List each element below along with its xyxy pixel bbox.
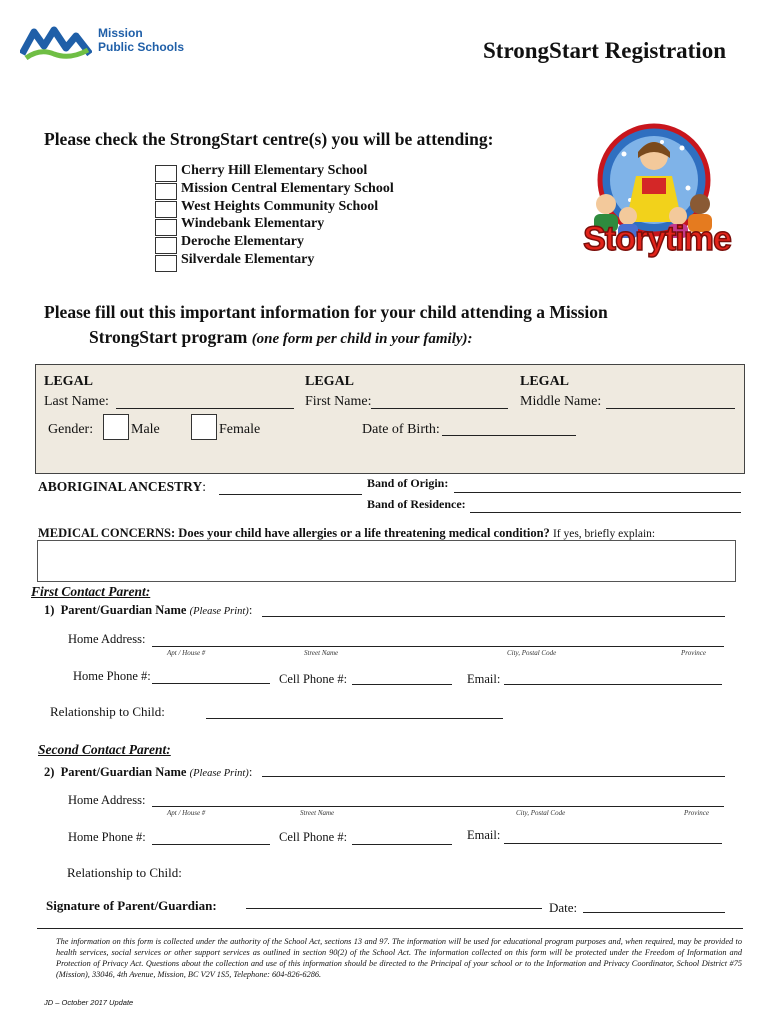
privacy-notice: The information on this form is collected under the authority of the School Act, sections 13 and 97. The information will be used for educational program purposes and, when required, may be provided to health services, social services or other support services as outlined in section 90(2) of the School Act. The information collected on this form will be protected under the Freedom of Information and Protection of Privacy Act. Questions about the collection and use of this information should be directed to the Principal of your school or to the Information and Privacy Coordinator, School District #75 (Mission), 33046, 4th Avenue, Mission, BC V2V 1S5, Telephone: 604-826-6286.	[56, 937, 742, 979]
first-guardian-label	[44, 603, 252, 618]
male-checkbox[interactable]	[103, 414, 129, 440]
medical-hint: If yes, briefly explain:	[552, 528, 656, 540]
gender-label: Gender:	[48, 422, 94, 437]
dob-label: Date of Birth:	[362, 422, 440, 437]
female-label: Female	[219, 422, 261, 437]
version-note: JD – October 2017 Update	[44, 998, 134, 1007]
guardian-number: 2)	[44, 765, 55, 779]
centre-checkbox-silverdale[interactable]	[155, 255, 177, 272]
band-origin-label: Band of Origin:	[367, 476, 449, 490]
aboriginal-field[interactable]	[219, 494, 362, 495]
please-print-note: (Please Print)	[189, 606, 249, 617]
second-home-address-label: Home Address:	[68, 793, 146, 807]
second-home-phone-label: Home Phone #:	[68, 830, 146, 844]
signature-field[interactable]	[246, 908, 542, 909]
dob-field[interactable]	[442, 435, 576, 436]
info-heading-line-2	[89, 327, 473, 348]
second-guardian-label	[44, 765, 252, 780]
logo-line-2: Public Schools	[98, 40, 185, 54]
band-residence-label: Band of Residence:	[367, 497, 466, 511]
female-checkbox[interactable]	[191, 414, 217, 440]
guardian-label-text: Parent/Guardian Name	[60, 603, 187, 617]
centres-heading: Please check the StrongStart centre(s) you will be attending:	[44, 129, 494, 149]
second-email-label: Email:	[467, 828, 501, 842]
aboriginal-label	[38, 479, 206, 495]
centre-checkbox-deroche[interactable]	[155, 237, 177, 254]
first-relationship-field[interactable]	[206, 718, 503, 719]
first-guardian-name-field[interactable]	[262, 616, 725, 617]
city-caption: City, Postal Code	[516, 809, 566, 817]
province-caption: Province	[681, 649, 707, 657]
city-caption: City, Postal Code	[507, 649, 557, 657]
first-cell-phone-field[interactable]	[352, 684, 452, 685]
centre-label: Deroche Elementary	[181, 234, 304, 249]
last-name-field[interactable]	[116, 408, 294, 409]
legal-label: LEGAL	[520, 374, 570, 389]
logo-line-1: Mission	[98, 26, 143, 40]
guardian-label-text: Parent/Guardian Name	[60, 765, 187, 779]
street-caption: Street Name	[300, 809, 335, 817]
first-home-phone-field[interactable]	[152, 683, 270, 684]
guardian-colon: :	[248, 765, 253, 779]
aboriginal-label-text: ABORIGINAL ANCESTRY	[38, 479, 203, 494]
centre-checkbox-cherry-hill[interactable]	[155, 165, 177, 182]
first-email-label: Email:	[467, 672, 501, 686]
guardian-colon: :	[248, 603, 253, 617]
medical-explain-field[interactable]	[37, 540, 736, 582]
info-heading-note: (one form per child in your family):	[251, 331, 473, 347]
legal-label: LEGAL	[305, 374, 355, 389]
apt-caption: Apt / House #	[167, 649, 206, 657]
info-heading-program: StrongStart program	[89, 327, 248, 347]
first-cell-phone-label: Cell Phone #:	[279, 672, 348, 686]
guardian-number: 1)	[44, 603, 55, 617]
centre-label: Silverdale Elementary	[181, 252, 315, 267]
centre-checkbox-west-heights[interactable]	[155, 201, 177, 218]
footer-rule	[37, 928, 743, 929]
second-home-address-field[interactable]	[152, 806, 724, 807]
second-relationship-label: Relationship to Child:	[67, 865, 182, 880]
second-contact-heading: Second Contact Parent:	[38, 742, 171, 757]
last-name-label: Last Name:	[44, 394, 109, 409]
child-info-box	[35, 364, 745, 474]
medical-question	[38, 526, 655, 541]
page-title: StrongStart Registration	[483, 38, 726, 63]
signature-label: Signature of Parent/Guardian:	[46, 898, 217, 913]
first-home-address-label: Home Address:	[68, 632, 146, 646]
centre-checkbox-mission-central[interactable]	[155, 183, 177, 200]
aboriginal-colon: :	[202, 479, 206, 494]
second-email-field[interactable]	[504, 843, 722, 844]
centre-label: Cherry Hill Elementary School	[181, 163, 368, 178]
first-name-field[interactable]	[371, 408, 508, 409]
first-email-field[interactable]	[504, 684, 722, 685]
province-caption: Province	[684, 809, 710, 817]
storytime-label: Storytime	[583, 220, 731, 258]
second-cell-phone-label: Cell Phone #:	[279, 830, 348, 844]
logo-mark-icon	[20, 24, 92, 60]
storytime-illustration	[572, 118, 742, 268]
centre-label: Mission Central Elementary School	[181, 181, 394, 196]
medical-label: MEDICAL CONCERNS: Does your child have allergies or a life threatening medical condition?	[38, 526, 550, 540]
first-home-phone-label: Home Phone #:	[73, 669, 151, 683]
second-cell-phone-field[interactable]	[352, 844, 452, 845]
date-label: Date:	[549, 900, 578, 915]
legal-label: LEGAL	[44, 374, 94, 389]
male-label: Male	[131, 422, 160, 437]
second-guardian-name-field[interactable]	[262, 776, 725, 777]
band-residence-field[interactable]	[470, 512, 741, 513]
street-caption: Street Name	[304, 649, 339, 657]
centre-checkbox-windebank[interactable]	[155, 219, 177, 236]
date-field[interactable]	[583, 912, 725, 913]
please-print-note: (Please Print)	[189, 768, 249, 779]
first-relationship-label: Relationship to Child:	[50, 704, 165, 719]
middle-name-label: Middle Name:	[520, 394, 602, 409]
first-home-address-field[interactable]	[152, 646, 724, 647]
school-logo	[20, 22, 190, 62]
second-home-phone-field[interactable]	[152, 844, 270, 845]
centre-label: Windebank Elementary	[181, 216, 325, 231]
band-origin-field[interactable]	[454, 492, 741, 493]
first-name-label: First Name:	[305, 394, 372, 409]
centre-label: West Heights Community School	[181, 199, 379, 214]
info-heading-line-1: Please fill out this important information for your child attending a Mission	[44, 302, 608, 322]
middle-name-field[interactable]	[606, 408, 735, 409]
apt-caption: Apt / House #	[167, 809, 206, 817]
first-contact-heading: First Contact Parent:	[31, 584, 151, 599]
